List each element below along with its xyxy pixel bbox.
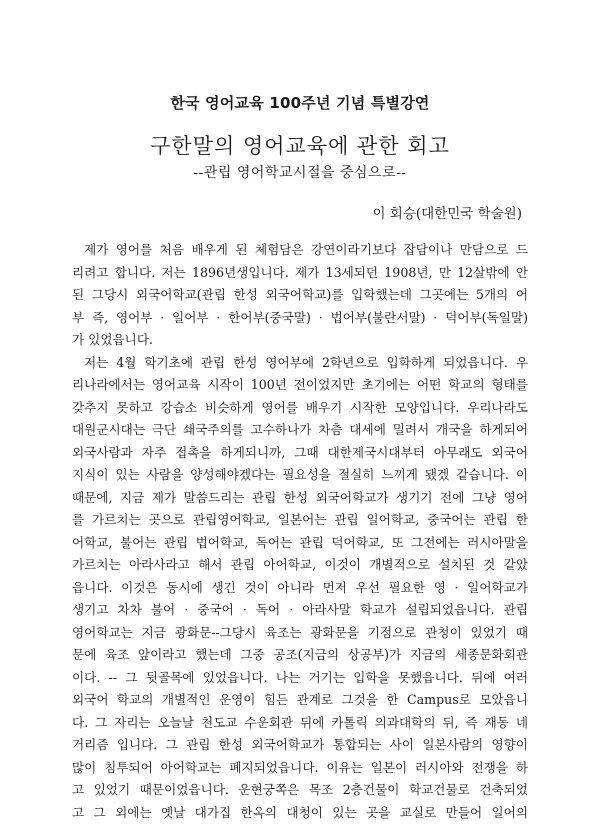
body-text-line: 문에 육조 앞이라고 했는데 그중 공조(지금의 상공부)가 지금의 세종문화회관 (72, 647, 528, 662)
body-text-line: 거리즘 입니다. 그 관립 한성 외국어학교가 통합되는 사이 일본사람의 영향이 (72, 737, 528, 752)
body-text-line: 읍니다. 이것은 동시에 생긴 것이 아니라 먼저 우선 필요한 영 · 일어학교가 (72, 579, 528, 595)
body-text-line: 외국사람과 자주 접촉을 하게되니까, 그때 대한제국시대부터 아무래도 외국어 (72, 444, 528, 460)
body-text-line: 가 있었읍니다. (72, 332, 153, 347)
body-text-line: 리려고 합니다. 저는 1896년생입니다. 제가 13세되던 1908년, 만 12살밖에 안 (72, 264, 528, 280)
body-text-line: 지식이 있는 사람을 양성해야겠다는 필요성을 절실히 느끼게 됐겠 같습니다. 이 (72, 467, 528, 482)
body-text-line: 때문에, 지금 제가 말씀드리는 관립 한성 외국어학교가 생기기 전에 그냥 영어 (72, 489, 528, 505)
body-text-line: 부 즉, 영어부 · 일어부 · 한어부(중국말) · 법어부(불란서말) · 덕어부(독일말) (72, 309, 528, 325)
article-subtitle: --관립 영어학교시절을 중심으로-- (193, 165, 407, 181)
body-text-line: 고 있었기 때문이었읍니다. 운현궁쪽은 목조 2층건물이 학교건물로 건축되었 (72, 782, 528, 797)
body-text-line: 제가 영어를 처음 배우게 된 체험담은 강연이라기보다 잡담이나 만담으로 드 (84, 242, 528, 257)
body-text-line: 갖추지 못하고 강습소 비슷하게 영어를 배우기 시작한 모양입니다. 우리나라도 (72, 399, 528, 415)
body-text-line: 외국어 학교의 개별적인 운영이 힘든 관계로 그것을 한 Campus로 모았읍니 (72, 692, 528, 707)
article-title: 구한말의 영어교육에 관한 회고 (150, 134, 450, 158)
body-text-line: 리나라에서는 영어교육 시작이 100년 전이었지만 초기에는 어떤 학교의 형태를 (72, 377, 528, 392)
body-text-line: 대원군시대는 극단 쇄국주의를 고수하나가 차츰 대세에 밀려서 개국을 하게되어 (72, 422, 528, 437)
body-text-line: 이다. -- 그 뒷골목에 있었읍니다. 나는 거기는 입학을 못했읍니다. 뒤에 여러 (72, 669, 528, 685)
body-text-line: 영어학교는 지금 광화문--그당시 육조는 광화문을 기점으로 관청이 있었기 때 (72, 624, 528, 640)
body-text-line: 된 그당시 외국어학교(관립 한성 외국어학교)를 입학했는데 그곳에는 5개의 어 (72, 287, 528, 302)
article-body (72, 239, 528, 824)
body-text-line: 다. 그 자리는 오늘날 천도교 수운회관 뒤에 카톨릭 의과대학의 뒤, 즉 재동 네 (72, 714, 528, 730)
body-text-line: 저는 4월 학기초에 관립 한성 영어부에 2학년으로 입학하게 되었읍니다. 우 (84, 354, 528, 370)
body-text-line: 고 그 외에는 옛날 대가집 한옥의 대청이 있는 곳을 교실로 만들어 일어의 (72, 804, 528, 820)
body-text-line: 생기고 차차 불어 · 중국어 · 독어 · 아라사말 학교가 설립되었읍니다. 관립 (72, 602, 528, 617)
lecture-series-heading: 한국 영어교육 100주년 기념 특별강연 (170, 94, 430, 112)
author-line: 이 회승(대한민국 학술원) (372, 206, 522, 222)
body-text-line: 어학교, 불어는 관립 법어학교, 독어는 관립 덕어학교, 또 그전에는 러시아말을 (72, 534, 528, 550)
body-text-line: 많이 침투되어 아어학교는 폐지되었읍니다. 이유는 일본이 러시아와 전쟁을 하 (72, 759, 528, 775)
body-text-line: 가르치는 아라사라고 해서 관립 아어학교, 이것이 개별적으로 설치된 것 같았 (72, 557, 528, 572)
body-text-line: 를 가르치는 곳으로 관립영어학교, 일본어는 관립 일어학교, 중국어는 관립 한 (72, 512, 528, 527)
